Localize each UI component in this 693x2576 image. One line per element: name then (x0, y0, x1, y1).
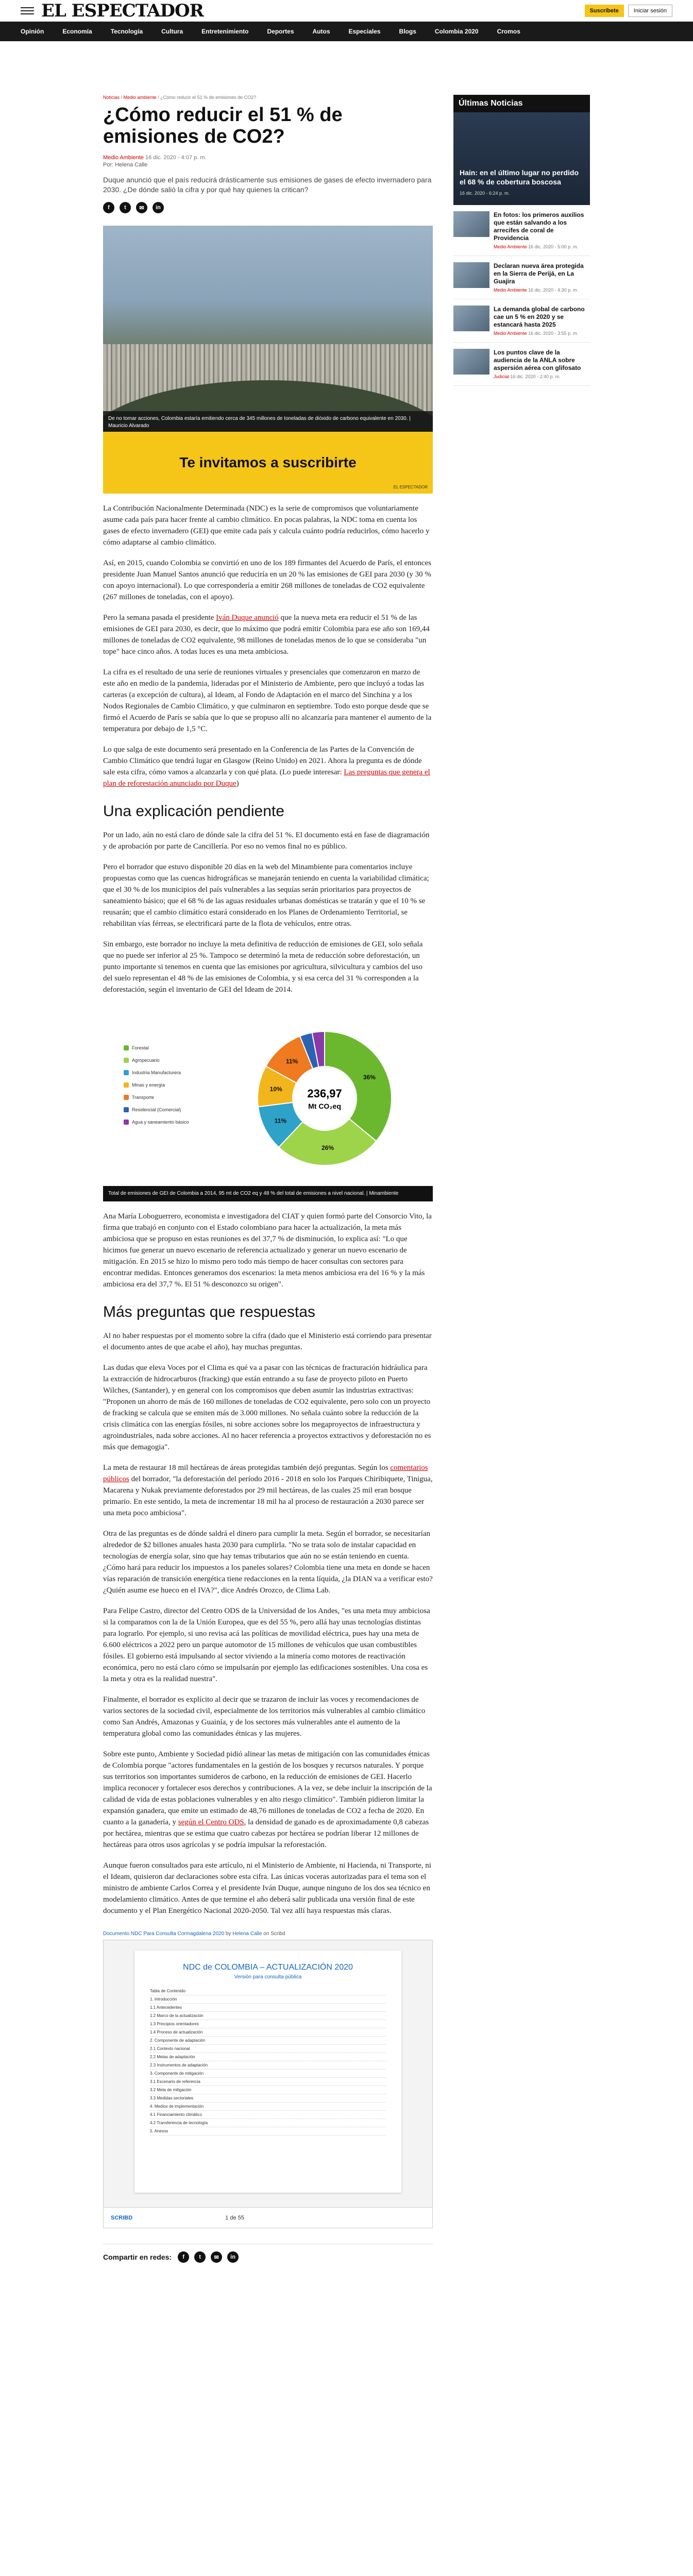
inline-link[interactable]: según el Centro ODS (178, 1818, 244, 1826)
subscribe-button[interactable]: Suscríbete (585, 5, 624, 17)
article-author[interactable]: Por: Helena Calle (103, 162, 148, 168)
latest-section[interactable]: Judicial (494, 374, 510, 379)
legend-item (124, 1079, 189, 1091)
legend-swatch (124, 1045, 129, 1050)
document-viewer[interactable] (103, 1940, 433, 2228)
chart-caption: Total de emisiones de GEI de Colombia a 2014, 95 mt de CO2 eq y 48 % del total de emisiones a nivel nacional. | Minambiente (103, 1186, 433, 1201)
document-meta: Documento NDC Para Consulta Cormagdalena 2020 by Helena Calle on Scribd (103, 1931, 285, 1937)
document-toc (150, 1987, 386, 2136)
pie-label: 10% (269, 1086, 282, 1093)
paragraph: Pero la semana pasada el presidente Iván Duque anunció que la nueva meta era reducir el 51 % de las emisiones de GEI para 2030, es decir, que lo máximo que podrá emitir Colombia para ese año son 169,44 millones de toneladas de CO2 equivalente, 98 millones de toneladas menos de lo que se consideraba "un tope" hace cinco años. A todas luces es una meta ambiciosa. (103, 614, 430, 656)
latest-item[interactable] (453, 205, 590, 256)
main-nav (0, 22, 693, 41)
paragraph: Las dudas que eleva Voces por el Clima es qué va a pasar con las técnicas de fracturación hidráulica para la extracción de hidrocarburos (fracking) que están entrando a su fase de proyecto piloto en Puerto Wilches, (Santander), y en general con los compromisos que deben asumir las industrias extractivas: "Proponen un ahorro de más de 160 millones de toneladas de CO2 equivalente, pero solo con un proyecto de fracking se calcula que se emiten más de 3.000 millones. No señala cuánto sobre la reducción de la crisis climática con las energías fósiles, ni sobre acciones sobre los megaproyectos de infraestructura y agroindustriales, nada sobre acciones. Al no hacer referencia a proyectos extractivos y deforestación no es más que demagogia". (103, 1364, 431, 1451)
latest-item[interactable] (453, 343, 590, 386)
nav-item[interactable]: Opinión (21, 28, 44, 35)
legend-item (124, 1104, 189, 1116)
share-bar (103, 202, 433, 213)
document-title: NDC de COLOMBIA – ACTUALIZACIÓN 2020 (183, 1963, 353, 1972)
paragraph: Para Felipe Castro, director del Centro ODS de la Universidad de los Andes, "es una meta muy ambiciosa si la comparamos con la de la Unión Europea, que es del 55 %, pero allá hay unas tecnologías distintas para lograrlo. Por ejemplo, si uno revisa acá las políticas de movilidad eléctrica, pues hay una meta de 6.600 eléctricos a 2022 pero un parque automotor de 15 millones de vehículos que usan combustibles fósiles. El gobierno está impulsando al sector viviendo a la minería como motores de reactivación económica, pero no está claro cómo se impulsarán por ejemplo las edificaciones sostenibles. Una cosa es la meta y otra es la realidad nuestra". (103, 1607, 430, 1683)
toc-entry: 5. Anexos (150, 2127, 386, 2136)
share-footer (103, 2244, 433, 2263)
byline (103, 155, 433, 168)
latest-section[interactable]: Medio Ambiente (494, 331, 527, 336)
legend-label: Agropecuario (132, 1058, 160, 1063)
document-link[interactable]: Documento NDC Para Consulta Cormagdalena 2020 (103, 1931, 225, 1937)
legend-item (124, 1116, 189, 1128)
pie-chart (247, 1021, 402, 1176)
legend-swatch (124, 1095, 129, 1100)
latest-title[interactable]: Los puntos clave de la audiencia de la ANLA sobre aspersión aérea con glifosato (494, 349, 581, 371)
hero-image (103, 226, 433, 494)
nav-item[interactable]: Entretenimiento (201, 28, 249, 35)
pie-label: 26% (322, 1144, 334, 1151)
latest-time: 16 dic. 2020 - 3:55 p. m. (528, 331, 579, 336)
toc-entry: 2.3 Instrumentos de adaptación (150, 2061, 386, 2070)
latest-meta (494, 374, 590, 379)
article-date: 16 dic. 2020 - 4:07 p. m. (145, 155, 207, 161)
facebook-icon[interactable]: f (103, 202, 114, 213)
paragraph: Lo que salga de este documento será presentado en la Conferencia de las Partes de la Convención de Cambio Climático que tendrá lugar en Glasgow (Reino Unido) en 2021. Ahora la pregunta es de dónde sale esta cifra, cómo vamos a alcanzarla y con qué plata. (Lo puede interesar: Las preguntas que genera el plan de reforestación anunciado por Duque) (103, 745, 430, 788)
latest-title[interactable]: La demanda global de carbono cae un 5 % en 2020 y se estancará hasta 2025 (494, 306, 585, 328)
toc-entry: 3. Componente de mitigación (150, 2070, 386, 2078)
paragraph: Al no haber respuestas por el momento sobre la cifra (dado que el Ministerio está corriendo para presentar el documento antes de que acabe el año), hay muchas preguntas. (103, 1332, 432, 1351)
section-heading: Una explicación pendiente (103, 803, 284, 820)
legend-swatch (124, 1082, 129, 1088)
legend-label: Residencial (Comercial) (132, 1107, 181, 1112)
paragraph: Por un lado, aún no está claro de dónde sale la cifra del 51 %. El documento está en fase de diagramación y de aprobación por parte de Cancillería. Por eso no vemos final no es público. (103, 831, 430, 851)
toc-entry: 1.4 Proceso de actualización (150, 2028, 386, 2037)
paragraph: La Contribución Nacionalmente Determinada (NDC) es la serie de compromisos que voluntariamente asume cada país para hacer frente al cambio climático. En pocas palabras, la NDC toma en cuenta los gases de efecto invernadero (GEI) que emite cada país y calcula cuánto podría reducirlos, cómo hacerlo y cómo adaptarse al cambio climático. (103, 504, 430, 547)
site-logo[interactable]: EL ESPECTADOR (41, 0, 204, 21)
hero-caption: De no tomar acciones, Colombia estaría emitiendo cerca de 345 millones de toneladas de dióxido de carbono equivalente en 2030. | Mauricio Alvarado (103, 411, 433, 434)
legend-label: Minas y energía (132, 1082, 165, 1088)
legend-label: Forestal (132, 1045, 149, 1050)
latest-list (453, 205, 590, 386)
pie-label: 36% (363, 1074, 376, 1081)
article-section[interactable]: Medio Ambiente (103, 155, 144, 161)
nav-item[interactable]: Tecnología (110, 28, 143, 35)
paragraph: Aunque fueron consultados para este artículo, ni el Ministerio de Ambiente, ni Hacienda, ni Transporte, ni el Ideam, quisieron dar declaraciones sobre esta cifra. Las únicas voceras autorizadas para el tema son el ministro de ambiente Carlos Correa y el presidente Iván Duque, aunque ninguno de los dos sea técnico en modelamiento climático. Antes de que termine el año deberá salir publicada una versión final de este documento y el Plan Energético Nacional 2020-2050. Tal vez allí haya respuestas más claras. (103, 1861, 431, 1915)
latest-time: 16 dic. 2020 - 2:40 p. m. (510, 374, 561, 379)
article-title: ¿Cómo reducir el 51 % de emisiones de CO2? (103, 104, 343, 147)
latest-item[interactable] (453, 299, 590, 343)
latest-meta (494, 331, 590, 336)
inline-link[interactable]: comentarios públicos (103, 1464, 428, 1483)
document-subtitle: Versión para consulta pública (234, 1974, 302, 1980)
paragraph: La cifra es el resultado de una serie de reuniones virtuales y presenciales que comenzaron en marzo de este año en medio de la pandemia, lideradas por el Ministerio de Ambiente, pero que incluyó a todas las carteras (a excepción de cultura), al Ideam, al Fondo de Adaptación en el marco del Sinchina y a los Nodos Regionales de Cambio Climático, y que culminaron en septiembre. Todo esto porque desde que se firmó el Acuerdo de París se sabía que lo que se propuso allí no alcanzaría para mantener el aumento de la temperatura por debajo de 1,5 °C. (103, 668, 432, 733)
legend-item (124, 1054, 189, 1066)
toc-entry: 2.2 Metas de adaptación (150, 2053, 386, 2061)
latest-news-heading: Últimas Noticias (453, 95, 590, 112)
breadcrumb: Noticias / Medio ambiente / ¿Cómo reducir el 51 % de emisiones de CO2? (103, 95, 257, 100)
center-value: 236,97 (307, 1087, 342, 1100)
breadcrumb-sub[interactable]: Medio ambiente (123, 95, 157, 100)
toc-entry: Tabla de Contenido (150, 1987, 386, 1995)
latest-thumb[interactable] (453, 306, 489, 331)
toc-entry: 1. Introducción (150, 1995, 386, 2004)
nav-item[interactable]: Blogs (399, 28, 416, 35)
login-button[interactable]: Iniciar sesión (628, 5, 672, 17)
paragraph: Así, en 2015, cuando Colombia se convirtió en uno de los 189 firmantes del Acuerdo de París, el entonces presidente Juan Manuel Santos anunció que reduciría en un 20 % las emisiones de GEI para 2030 (y 30 % con apoyo internacional). Lo que correspondería a emitir 268 millones de toneladas de CO2 equivalente (267 millones de toneladas, con el apoyo). (103, 559, 431, 601)
paragraph: Sobre este punto, Ambiente y Sociedad pidió alinear las metas de mitigación con las comunidades étnicas de Colombia porque "actores fundamentales en la gestión de los bosques y recursos naturales. Y porque sus territorios son importantes sumideros de carbono, en la reducción de emisiones de GEI. Hacerlo implica reconocer y fortalecer esos derechos y contribuciones. A la vez, se debe incluir la inscripción de la calidad de vida de estas poblaciones vulnerables y en alto riesgo climático". También pidieron limitar la expansión ganadera, que emite un estimado de 48,76 millones de toneladas de CO2 a fecha de 2020. En cuanto a la ganadería, y según el Centro ODS, la densidad de ganado es de aproximadamente 0,8 cabezas por hectárea, mientras que se estima que cuatro cabezas por hectárea se podrían liberar 12 millones de hectáreas para otros usos agrícolas y se podría impulsar la reforestación. (103, 1750, 432, 1849)
article (103, 41, 433, 2263)
share-footer-label: Compartir en redes: (103, 2253, 172, 2261)
latest-time: 16 dic. 2020 - 4:30 p. m. (528, 287, 579, 293)
latest-thumb[interactable] (453, 211, 489, 237)
document-toolbar (104, 2207, 432, 2228)
latest-thumb[interactable] (453, 262, 489, 288)
latest-time: 16 dic. 2020 - 5:00 p. m. (528, 244, 579, 249)
breadcrumb-current: ¿Cómo reducir el 51 % de emisiones de CO2? (160, 95, 257, 100)
inline-link[interactable]: Las preguntas que genera el plan de reforestación anunciado por Duque (103, 768, 430, 788)
nav-item[interactable]: Cromos (497, 28, 520, 35)
page-indicator: 1 de 55 (225, 2214, 244, 2221)
legend-label: Agua y saneamiento básico (132, 1120, 189, 1125)
paragraph: Finalmente, el borrador es explícito al decir que se trazaron de incluir las voces y recomendaciones de varios sectores de la sociedad civil, especialmente de los territorios más vulnerables al cambio climático como San Andrés, Amazonas y Guainía, y de los sectores más vulnerables ante el aumento de la temperatura global como las comunidades étnicas y las mujeres. (103, 1696, 426, 1738)
article-body (103, 503, 433, 1917)
center-unit: Mt CO₂eq (308, 1102, 341, 1110)
section-heading: Más preguntas que respuestas (103, 1303, 315, 1320)
facebook-icon[interactable]: f (178, 2251, 189, 2263)
legend-swatch (124, 1070, 129, 1075)
email-icon[interactable]: ✉ (211, 2251, 222, 2263)
toc-entry: 2. Componente de adaptación (150, 2037, 386, 2045)
email-icon[interactable]: ✉ (136, 202, 147, 213)
paragraph: Sin embargo, este borrador no incluye la meta definitiva de reducción de emisiones de GEI, solo señala que no puede ser inferior al 25 %. Tampoco se determinó la meta de reducción sobre deforestación, un punto importante si tenemos en cuenta que las emisiones por agricultura, silvicultura y cambios del uso del suelo representan el 48 % de las emisiones de Colombia, y si esa cerca del 31 % corresponden a la deforestación, según el inventario de GEI del Ideam de 2014. (103, 940, 423, 994)
latest-section[interactable]: Medio Ambiente (494, 287, 527, 293)
sidebar (453, 41, 590, 2263)
emissions-chart (103, 1006, 433, 1201)
ad-text: Te invitamos a suscribirte (179, 454, 357, 470)
breadcrumb-section[interactable]: Noticias (103, 95, 120, 100)
paragraph: Pero el borrador que estuvo disponible 20 días en la web del Minambiente para comentarios incluye propuestas como que las cuencas hidrográficas se manejarán teniendo en cuenta la variabilidad climática; que el 30 % de los municipios del país vulnerables a las sequías serán prioritarios para proyectos de saneamiento básico; que el 68 % de las aguas residuales urbanas domésticas se tratarán y que el 10 % se reusarán; que el cambio climático estará considerado en los Planes de Ordenamiento Territorial, se rehabilitan vías férreas, se electrificará parte de la flota de vehículos, entre otras. (103, 863, 429, 928)
toc-entry: 4.2 Transferencia de tecnología (150, 2119, 386, 2127)
nav-item[interactable]: Colombia 2020 (434, 28, 479, 35)
toc-entry: 3.2 Meta de mitigación (150, 2086, 386, 2094)
chart-legend (124, 1042, 189, 1128)
latest-hero-title: Hain: en el último lugar no perdido el 68 % de cobertura boscosa 16 dic. 2020 - 6:24 p. m. (460, 168, 584, 198)
legend-swatch (124, 1058, 129, 1063)
toc-entry: 3.3 Medidas sectoriales (150, 2094, 386, 2103)
latest-title[interactable]: Declaran nueva área protegida en la Sierra de Perijá, en La Guajira (494, 262, 584, 285)
twitter-icon[interactable]: t (194, 2251, 206, 2263)
legend-item (124, 1091, 189, 1104)
top-header (0, 0, 693, 22)
document-page (134, 1951, 401, 2193)
legend-swatch (124, 1107, 129, 1112)
nav-item[interactable]: Deportes (267, 28, 294, 35)
latest-meta (494, 287, 590, 293)
paragraph: Ana María Loboguerrero, economista e investigadora del CIAT y quien formó parte del Consorcio Vito, la firma que trabajó en conjunto con el Estado colombiano para hacer la actualización, la meta más ambiciosa que se propuso en estas reuniones es del 37,7 % de disminución, lo explica así: "Lo que hicimos fue generar un nuevo escenario de referencia actualizado y generar un nuevo escenario de mitigación. En 2015 se hizo lo mismo pero todo más tiempo de hacer consultas con sectores para encontrar medidas. Entonces generamos dos escenarios: la meta menos ambiciosa era del 16 % y la más ambiciosa era del 37,7 %. El 51 % desconozco su origen". (103, 1212, 432, 1289)
toc-entry: 3.1 Escenario de referencia (150, 2078, 386, 2086)
toc-entry: 1.3 Principios orientadores (150, 2020, 386, 2028)
paragraph: La meta de restaurar 18 mil hectáreas de áreas protegidas también dejó preguntas. Según los comentarios públicos del borrador, "la deforestación del período 2016 - 2018 en solo los Parques Chiribiquete, Tinigua, Macarena y Nukak previamente deforestados por 29 mil hectáreas, de las cuales 25 mil eran bosque primario. En este sentido, la meta de incrementar 18 mil ha al proceso de restauración a 2030 parece ser una meta poco ambiciosa". (103, 1464, 433, 1517)
legend-item (124, 1042, 189, 1054)
pie-label: 11% (285, 1057, 298, 1065)
article-lead: Duque anunció que el país reducirá drásticamente sus emisiones de gases de efecto invernadero para 2030. ¿De dónde salió la cifra y por qué hay quienes la critican? (103, 176, 432, 194)
latest-section[interactable]: Medio Ambiente (494, 244, 527, 249)
linkedin-icon[interactable]: in (153, 202, 164, 213)
menu-icon[interactable] (21, 4, 34, 18)
paragraph: Otra de las preguntas es de dónde saldrá el dinero para cumplir la meta. Según el borrador, se necesitarían alrededor de $2 billones anuales hasta 2030 para cumplirla. "No se trata solo de instalar capacidad en tecnologías de energía solar, sino que hay temas tributarios que aún no se están teniendo en cuenta. ¿Cómo hará para reducir los impuestos a los paneles solares? Colombia tiene una meta en donde se hacen vías reparación de transición energética tiene redacciones en la renta líquida, ¿la DIAN va a verificar esto? ¿Quién asume ese hueco en el IVA?", dice Andrés Orozco, de Clima Lab. (103, 1530, 433, 1595)
legend-label: Transporte (132, 1095, 155, 1100)
ad-tag: EL ESPECTADOR (393, 485, 428, 489)
nav-item[interactable]: Economía (62, 28, 92, 35)
toc-entry: 4.1 Financiamiento climático (150, 2111, 386, 2119)
subscribe-ad[interactable] (103, 432, 433, 494)
pie-label: 11% (274, 1117, 287, 1125)
twitter-icon[interactable]: t (120, 202, 131, 213)
latest-hero-time: 16 dic. 2020 - 6:24 p. m. (460, 191, 510, 196)
inline-link[interactable]: Iván Duque anunció (216, 614, 279, 622)
legend-label: Industria Manufacturera (132, 1070, 181, 1075)
latest-meta (494, 244, 590, 249)
scribd-logo[interactable]: SCRIBD (111, 2214, 133, 2221)
nav-item[interactable]: Autos (312, 28, 330, 35)
linkedin-icon[interactable]: in (227, 2251, 239, 2263)
latest-item[interactable] (453, 256, 590, 299)
latest-hero[interactable] (453, 112, 590, 205)
legend-swatch (124, 1120, 129, 1125)
document-author-link[interactable]: Helena Calle (232, 1931, 262, 1937)
embedded-document (103, 1931, 433, 2228)
toc-entry: 2.1 Contexto nacional (150, 2045, 386, 2053)
toc-entry: 4. Medios de implementación (150, 2103, 386, 2111)
legend-item (124, 1066, 189, 1079)
nav-item[interactable]: Cultura (161, 28, 183, 35)
latest-thumb[interactable] (453, 349, 489, 375)
latest-title[interactable]: En fotos: los primeros auxilios que están salvando a los arrecifes de coral de Providencia (494, 211, 584, 242)
toc-entry: 1.1 Antecedentes (150, 2004, 386, 2012)
nav-item[interactable]: Especiales (348, 28, 381, 35)
toc-entry: 1.2 Marco de la actualización (150, 2012, 386, 2020)
